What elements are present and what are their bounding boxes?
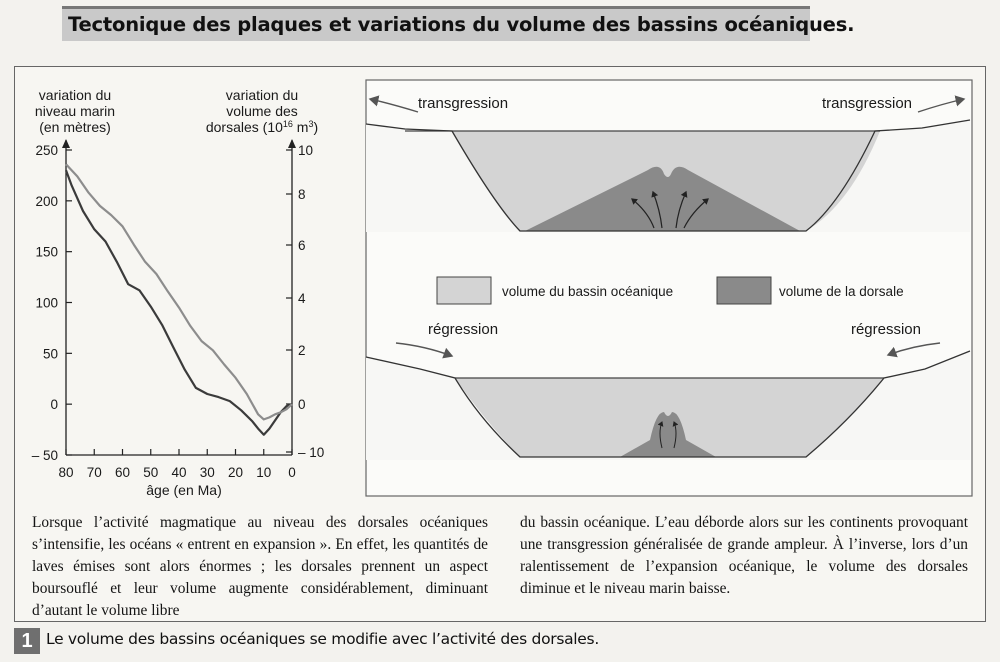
- y-right-tick-label: 4: [298, 291, 306, 306]
- x-tick-label: 40: [171, 465, 187, 480]
- x-tick-label: 70: [86, 465, 102, 480]
- y-left-tick-label: 0: [50, 397, 58, 413]
- y-right-tick-label: 6: [298, 238, 306, 253]
- figure-caption: Le volume des bassins océaniques se modifie avec l’activité des dorsales.: [46, 630, 599, 648]
- y-right-tick-label: 0: [298, 397, 306, 412]
- figure-number-badge: 1: [14, 628, 40, 654]
- y-left-tick-label: 50: [42, 346, 58, 362]
- y-left-tick-label: 150: [35, 244, 58, 260]
- x-tick-label: 30: [199, 465, 215, 480]
- transgression-label-left: transgression: [418, 95, 509, 112]
- right-axis-label-line: dorsales ($10^{16}$ $m^3$): [205, 119, 319, 135]
- y-left-tick-label: 250: [35, 143, 58, 158]
- body-text-right: du bassin océanique. L’eau déborde alors sur les continents provoquant une transgression généralisée de grande ampleur. À l’inverse, lors d’un ralentissement de l’expansion océanique, le volume des dorsales diminue et le niveau marin baisse.: [520, 514, 968, 597]
- x-tick-label: 60: [114, 465, 131, 480]
- regression-label-right: régression: [850, 321, 921, 338]
- y-left-tick-label: – 50: [31, 448, 58, 463]
- left-axis-label-line: variation du: [38, 87, 112, 103]
- legend-label-basin: volume du bassin océanique: [502, 284, 674, 299]
- regression-label-left: régression: [428, 321, 499, 338]
- y-right-tick-label: 8: [298, 187, 306, 202]
- y-right-tick-label: 2: [298, 343, 306, 358]
- x-tick-label: 50: [143, 465, 159, 480]
- page-title: Tectonique des plaques et variations du volume des bassins océaniques.: [68, 13, 855, 36]
- y-left-tick-label: 200: [35, 193, 58, 209]
- y-right-tick-label: 10: [298, 143, 314, 158]
- x-tick-label: 10: [256, 465, 272, 480]
- transgression-label-right: transgression: [821, 95, 912, 112]
- y-right-tick-label: – 10: [298, 445, 325, 460]
- right-axis-label-line: volume des: [226, 103, 298, 119]
- legend-swatch-basin: [437, 277, 491, 304]
- body-text-left: Lorsque l’activité magmatique au niveau des dorsales océaniques s’intensifie, les océans « entrent en expansion ». En effet, les quantités de laves émises sont alors énormes ; les dorsales prennent un aspect boursouflé et leur volume augmente considérablement, diminuant d’autant le volume libre: [32, 514, 488, 619]
- legend-swatch-ridge: [717, 277, 771, 304]
- legend-label-ridge: volume de la dorsale: [779, 284, 904, 299]
- x-tick-label: 80: [58, 465, 74, 480]
- x-tick-label: 20: [227, 465, 244, 480]
- left-axis-label-line: (en mètres): [39, 119, 111, 135]
- x-tick-label: 0: [288, 465, 296, 480]
- x-axis-label: âge (en Ma): [146, 482, 222, 498]
- y-left-tick-label: 100: [35, 295, 58, 311]
- left-axis-label-line: niveau marin: [34, 103, 116, 119]
- right-axis-label-line: variation du: [225, 87, 299, 103]
